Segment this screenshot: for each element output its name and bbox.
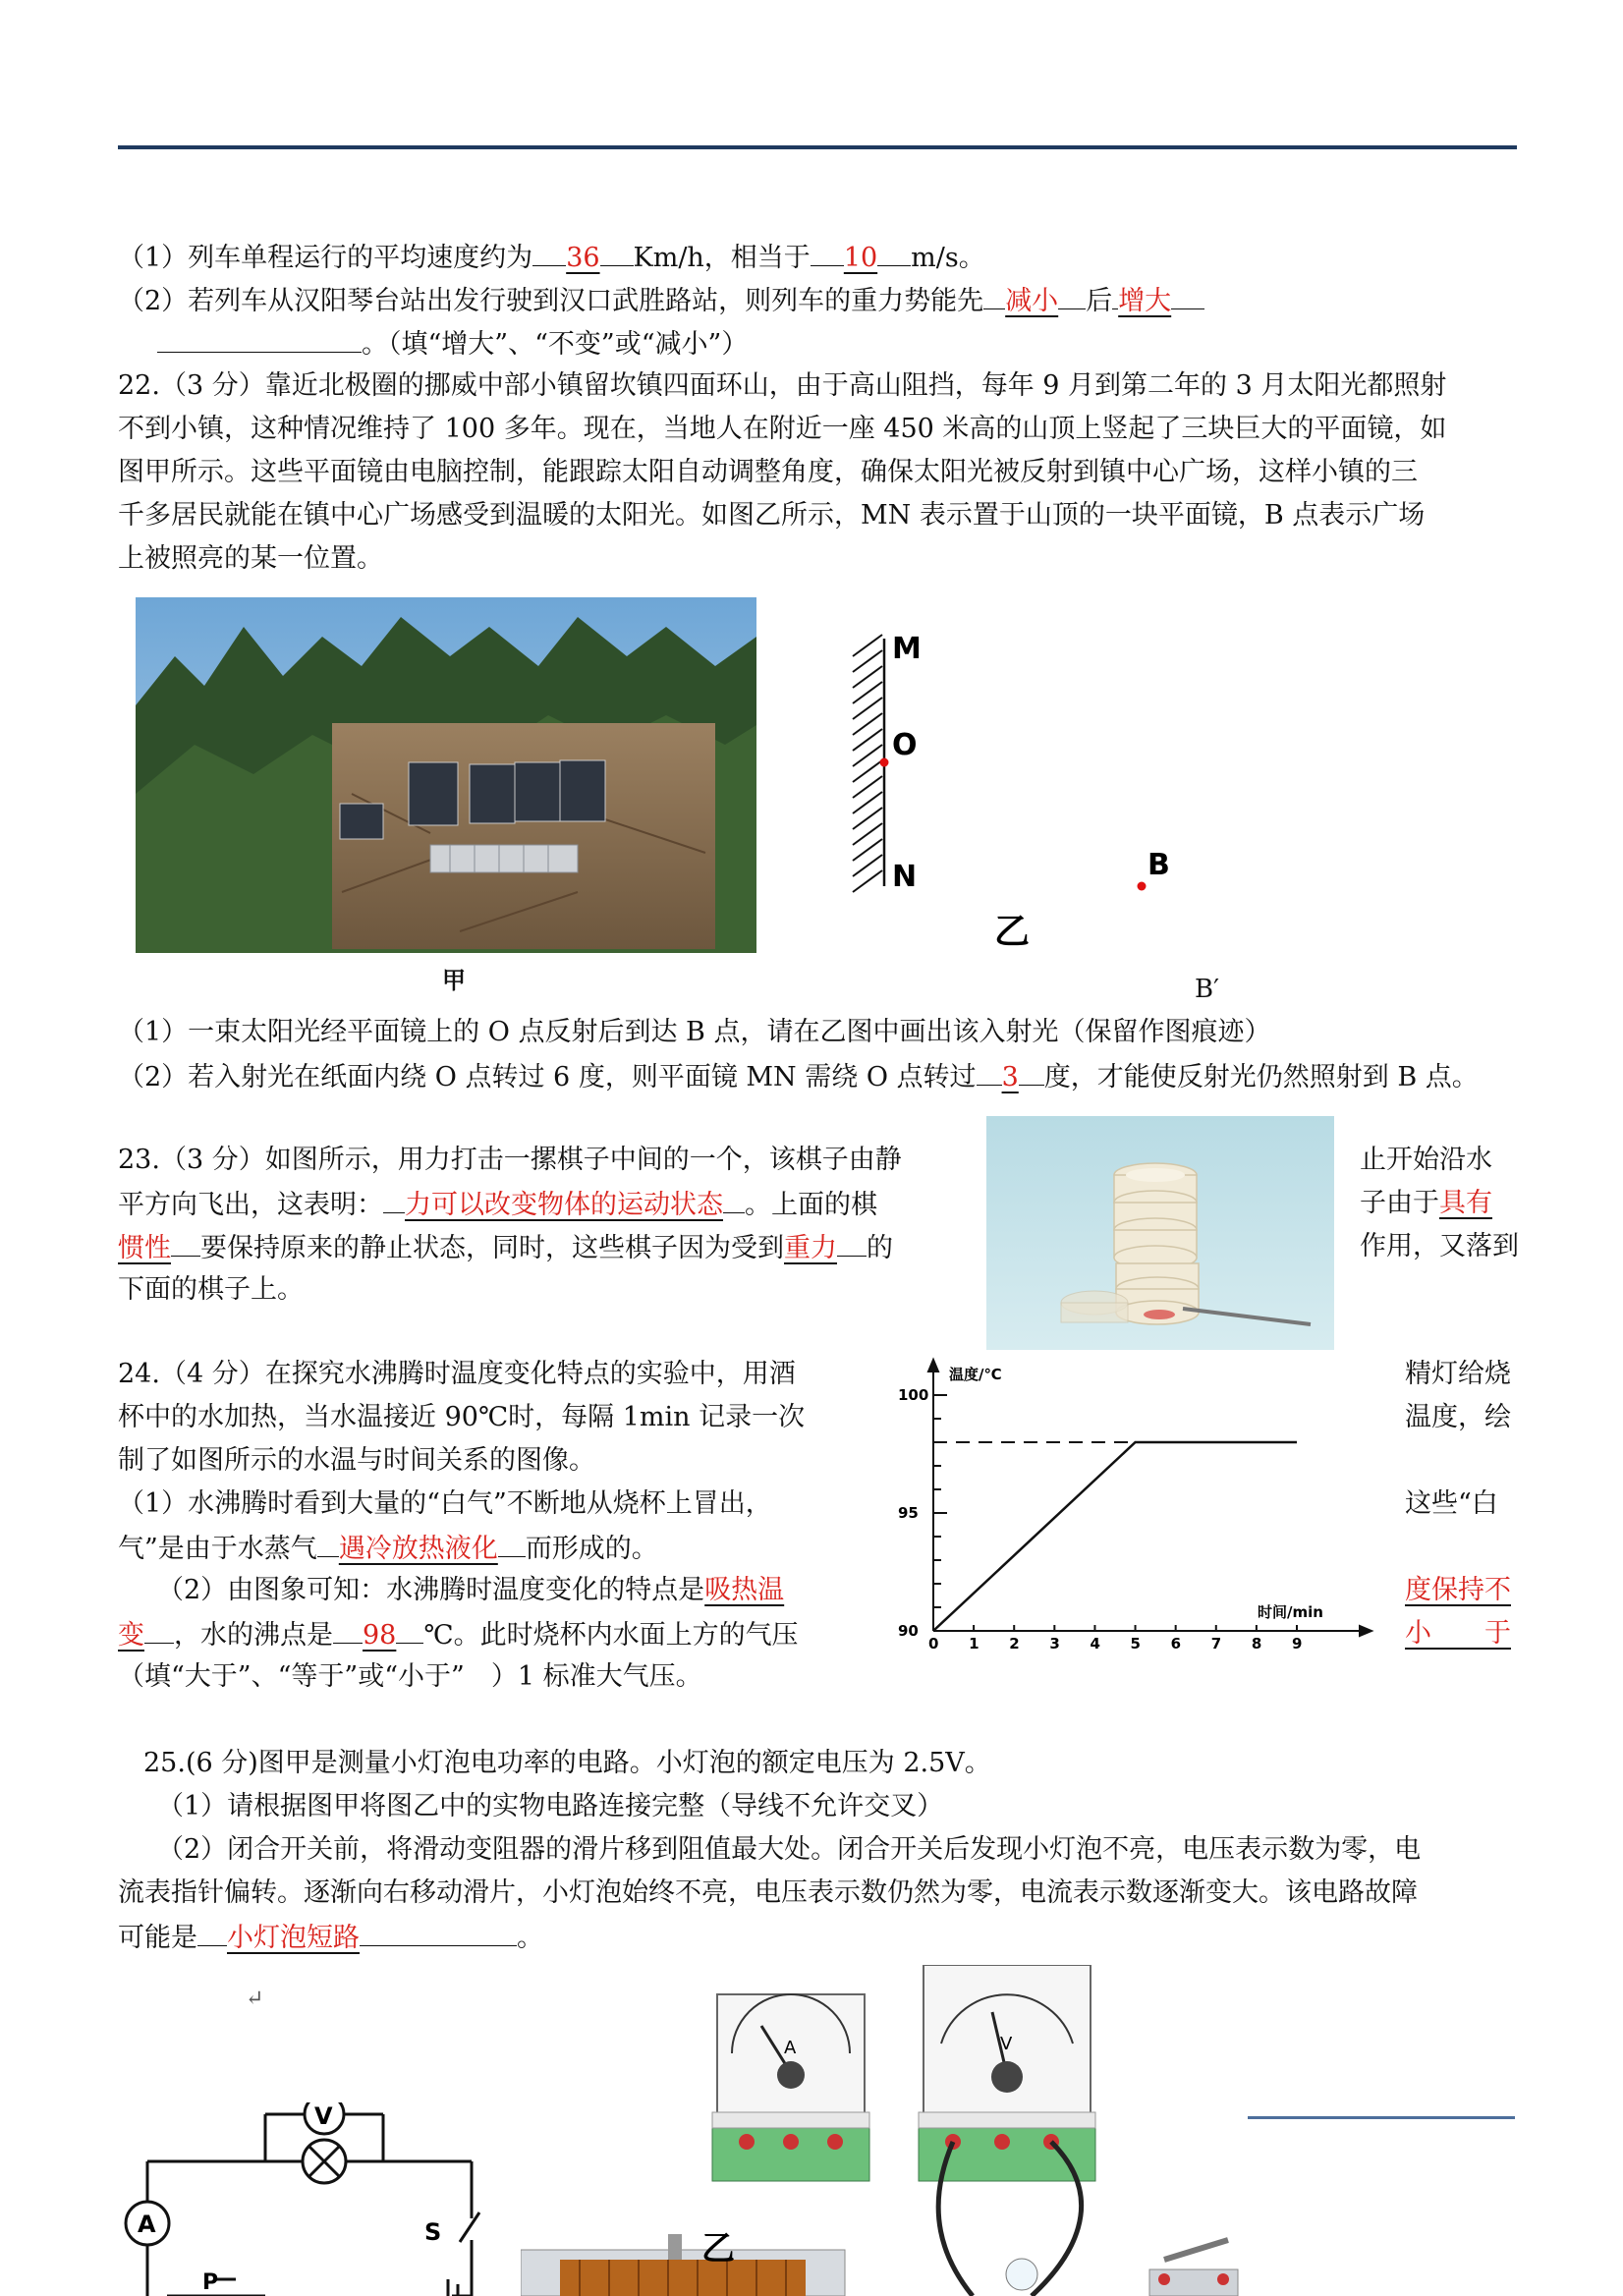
- q24-line3-left: 制了如图所示的水温与时间关系的图像。: [118, 1445, 595, 1476]
- chart-temperature-line: [933, 1442, 1297, 1631]
- mirror-diagram: [841, 629, 1195, 953]
- q23-line3-right: 作用，又落到: [1360, 1231, 1519, 1261]
- q25-line2: （1）请根据图甲将图乙中的实物电路连接完整（导线不允许交叉）: [157, 1791, 944, 1821]
- circuit-slider-label: P: [202, 2270, 219, 2295]
- q21-line2: （2）若列车从汉阳琴台站出发行驶到汉口武胜路站，则列车的重力势能先 减小 后 增大: [118, 279, 1204, 322]
- q22-para-line3: 图甲所示。这些平面镜由电脑控制，能跟踪太阳自动调整角度，确保太阳光被反射到镇中心广场，这样小镇的三: [118, 457, 1418, 487]
- ammeter-device: [712, 1994, 869, 2181]
- q23-line1-left: 23.（3 分）如图所示，用力打击一摞棋子中间的一个，该棋子由静: [118, 1145, 902, 1175]
- chart-x-tick-label: 7: [1210, 1635, 1222, 1652]
- answer-white-gas: 遇冷放热液化: [338, 1534, 498, 1564]
- answer-force-effect: 力可以改变物体的运动状态: [405, 1190, 723, 1220]
- answer-gravity: 重力: [784, 1233, 837, 1263]
- chart-y-tick-label: 95: [898, 1504, 919, 1522]
- label-m: M: [892, 632, 922, 666]
- chart-x-tick-label: 9: [1292, 1635, 1303, 1652]
- q23-line4: 下面的棋子上。: [118, 1274, 304, 1305]
- caption-yi: 乙: [994, 912, 1031, 952]
- answer-potential-then: 增大: [1118, 286, 1172, 316]
- chart-y-axis-label: 温度/℃: [949, 1366, 1002, 1383]
- header-rule: [118, 145, 1517, 149]
- q25-line3: （2）闭合开关前，将滑动变阻器的滑片移到阻值最大处。闭合开关后发现小灯泡不亮，电压表示数为零，电: [157, 1834, 1422, 1865]
- chart-x-tick-label: 2: [1009, 1635, 1020, 1652]
- answer-inertia-part2: 惯性: [118, 1233, 171, 1263]
- chart-x-axis-label: 时间/min: [1258, 1603, 1323, 1621]
- q22-para-line2: 不到小镇，这种情况维持了 100 多年。现在，当地人在附近一座 450 米高的山顶上竖起了三块巨大的平面镜，如: [118, 414, 1447, 444]
- q24-line7-right: [1405, 1613, 1511, 1654]
- chart-x-tick-label: 6: [1170, 1635, 1182, 1652]
- answer-boiling-feature-part1: 吸热温: [704, 1575, 785, 1605]
- answer-inertia-part1: 具有: [1439, 1188, 1492, 1218]
- circuit-ammeter-label: A: [138, 2211, 156, 2238]
- q21-line1: （1）列车单程运行的平均速度约为 36 Km/h，相当于 10 m/s。: [118, 236, 985, 279]
- q23-line1-right: 止开始沿水: [1360, 1145, 1492, 1175]
- q24-line6-right: [1405, 1570, 1511, 1611]
- q24-line1-left: 24.（4 分）在探究水沸腾时温度变化特点的实验中，用酒: [118, 1359, 796, 1389]
- chart-x-tick-label: 3: [1049, 1635, 1060, 1652]
- q24-line1-right: 精灯给烧: [1405, 1359, 1511, 1389]
- circuit-diagram: [108, 2102, 501, 2296]
- ammeter-label: A: [784, 2038, 797, 2058]
- label-n: N: [892, 860, 918, 894]
- q24-line2-right: 温度，绘: [1405, 1402, 1511, 1432]
- q25-line5: 可能是 小灯泡短路 。: [118, 1916, 543, 1959]
- caption-jia: 甲: [442, 967, 466, 994]
- q23-line2-right: 子由于具有: [1360, 1188, 1492, 1218]
- q24-line5: 气”是由于水蒸气 遇冷放热液化 而形成的。: [118, 1527, 658, 1570]
- q24-line6-left: （2）由图象可知：水沸腾时温度变化的特点是吸热温: [157, 1575, 785, 1605]
- voltmeter-device: [919, 1965, 1095, 2181]
- q24-line4-left: （1）水沸腾时看到大量的“白气”不断地从烧杯上冒出，: [118, 1488, 772, 1519]
- rheostat-device: [521, 2229, 845, 2296]
- chess-pieces-photo: [986, 1116, 1334, 1350]
- answer-pressure: 小 于: [1405, 1618, 1511, 1649]
- answer-circuit-fault: 小灯泡短路: [227, 1923, 360, 1953]
- q23-line2-left: 平方向飞出，这表明： 力可以改变物体的运动状态 。上面的棋: [118, 1183, 877, 1226]
- switch-device: [1149, 2240, 1238, 2296]
- q24-line7-left: 变 ，水的沸点是 98 ℃。此时烧杯内水面上方的气压: [118, 1613, 799, 1656]
- circuit-switch-label: S: [424, 2218, 442, 2246]
- bulb-icon: [1006, 2259, 1037, 2290]
- circuit-voltmeter-label: V: [314, 2102, 333, 2130]
- answer-potential-first: 减小: [1005, 286, 1059, 316]
- boiling-chart: [884, 1356, 1375, 1670]
- chart-x-tick-label: 1: [969, 1635, 979, 1652]
- answer-speed-kmh: 36: [566, 243, 600, 273]
- q25-line4: 流表指针偏转。逐渐向右移动滑片，小灯泡始终不亮，电压表示数仍然为零，电流表示数逐渐变大。该电路故障: [118, 1877, 1418, 1908]
- q24-line4-right: 这些“白: [1405, 1488, 1498, 1519]
- voltmeter-label: V: [1000, 2034, 1013, 2054]
- answer-speed-ms: 10: [843, 243, 878, 273]
- q22-para-line4: 千多居民就能在镇中心广场感受到温暖的太阳光。如图乙所示，MN 表示置于山顶的一块平面镜，B 点表示广场: [118, 500, 1426, 531]
- label-o: O: [892, 728, 918, 762]
- footer-rule: [1248, 2116, 1515, 2119]
- q23-line3-left: 惯性 要保持原来的静止状态，同时，这些棋子因为受到重力 的: [118, 1226, 893, 1269]
- q22-sub2: （2）若入射光在纸面内绕 O 点转过 6 度，则平面镜 MN 需绕 O 点转过 3 度，才能使反射光仍然照射到 B 点。: [118, 1055, 1479, 1098]
- chart-x-tick-label: 8: [1251, 1635, 1262, 1652]
- answer-boiling-feature-part2: 度保持不: [1405, 1575, 1511, 1605]
- return-mark: ↵: [246, 1987, 264, 2011]
- q22-para-line1: 22.（3 分）靠近北极圈的挪威中部小镇留坎镇四面环山，由于高山阻挡，每年 9 月到第二年的 3 月太阳光都照射: [118, 370, 1447, 401]
- chart-x-tick-label: 0: [928, 1635, 939, 1652]
- q21-line3: 。（填“增大”、“不变”或“减小”）: [157, 322, 748, 365]
- q24-line2-left: 杯中的水加热，当水温接近 90℃时，每隔 1min 记录一次: [118, 1402, 806, 1432]
- mirror-photo: [136, 597, 756, 953]
- q22-para-line5: 上被照亮的某一位置。: [118, 543, 383, 574]
- chart-y-tick-label: 90: [898, 1622, 919, 1640]
- chart-y-tick-label: 100: [898, 1386, 929, 1404]
- answer-boiling-point: 98: [363, 1620, 397, 1651]
- q22-sub1: （1）一束太阳光经平面镜上的 O 点反射后到达 B 点，请在乙图中画出该入射光（保留作图痕迹）: [118, 1017, 1271, 1047]
- label-b: B: [1147, 848, 1170, 882]
- answer-boiling-feature-part3: 变: [118, 1620, 144, 1651]
- caption-physical-yi: 乙: [701, 2229, 735, 2268]
- chart-x-tick-label: 5: [1130, 1635, 1141, 1652]
- label-b-prime: B′: [1195, 975, 1220, 1004]
- chart-x-tick-label: 4: [1090, 1635, 1100, 1652]
- q24-line8: （填“大于”、“等于”或“小于” ）1 标准大气压。: [118, 1661, 702, 1692]
- q25-line1: 25.(6 分)图甲是测量小灯泡电功率的电路。小灯泡的额定电压为 2.5V。: [143, 1748, 991, 1778]
- answer-mirror-angle: 3: [1001, 1062, 1019, 1092]
- physical-circuit: [521, 1965, 1267, 2296]
